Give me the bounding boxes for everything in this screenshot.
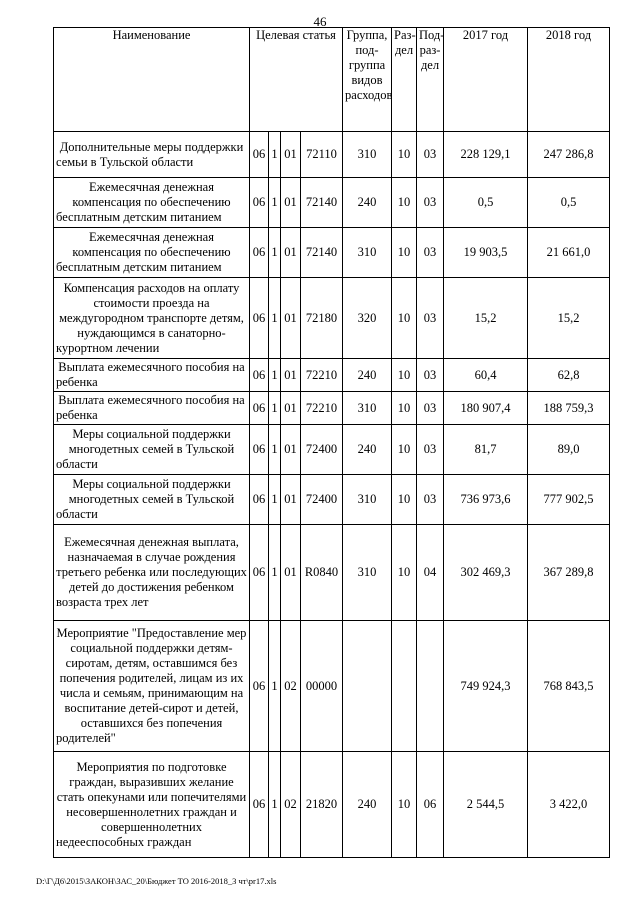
cell-c1: 06 (250, 621, 269, 752)
cell-c2: 1 (269, 475, 281, 525)
cell-name: Дополнительные меры поддержки семьи в Тульской области (54, 132, 250, 178)
cell-c4: 00000 (301, 621, 343, 752)
cell-group: 240 (343, 359, 392, 392)
cell-group: 240 (343, 425, 392, 475)
cell-group: 310 (343, 525, 392, 621)
table-row (54, 132, 610, 178)
cell-y2017: 60,4 (444, 359, 528, 392)
cell-c2: 1 (269, 178, 281, 228)
cell-y2018: 3 422,0 (528, 752, 610, 858)
cell-y2018: 768 843,5 (528, 621, 610, 752)
cell-subsection: 03 (417, 475, 444, 525)
cell-y2018: 21 661,0 (528, 228, 610, 278)
cell-name: Мероприятия по подготовке граждан, выразивших желание стать опекунами или попечителями несовершеннолетних граждан и совершеннолетних недееспособных граждан (54, 752, 250, 858)
cell-subsection: 03 (417, 425, 444, 475)
cell-c3: 01 (281, 178, 301, 228)
cell-c4: 72140 (301, 228, 343, 278)
cell-c2: 1 (269, 278, 281, 359)
cell-c3: 01 (281, 525, 301, 621)
cell-c4: R0840 (301, 525, 343, 621)
cell-c4: 72210 (301, 392, 343, 425)
cell-c3: 01 (281, 278, 301, 359)
header-subsection: Под- раз- дел (417, 28, 444, 132)
cell-c3: 01 (281, 359, 301, 392)
cell-y2017: 0,5 (444, 178, 528, 228)
cell-y2018: 188 759,3 (528, 392, 610, 425)
cell-section: 10 (392, 228, 417, 278)
cell-c1: 06 (250, 525, 269, 621)
cell-c4: 72210 (301, 359, 343, 392)
cell-c1: 06 (250, 392, 269, 425)
cell-group: 240 (343, 178, 392, 228)
cell-subsection: 03 (417, 178, 444, 228)
cell-name: Выплата ежемесячного пособия на ребенка (54, 392, 250, 425)
header-section: Раз- дел (392, 28, 417, 132)
cell-c1: 06 (250, 132, 269, 178)
cell-name: Мероприятие "Предоставление мер социальной поддержки детям-сиротам, детям, оставшимся без попечения родителей, лицам из их числа и семьям, принимающим на воспитание детей-сирот и детей, оставшихся без попечения родителей" (54, 621, 250, 752)
cell-name: Ежемесячная денежная компенсация по обеспечению бесплатным детским питанием (54, 228, 250, 278)
cell-c2: 1 (269, 132, 281, 178)
header-group: Группа, под- группа видов расходов (343, 28, 392, 132)
cell-c1: 06 (250, 425, 269, 475)
cell-c2: 1 (269, 621, 281, 752)
cell-c1: 06 (250, 359, 269, 392)
cell-c1: 06 (250, 752, 269, 858)
cell-c4: 72400 (301, 425, 343, 475)
table-row (54, 392, 610, 425)
cell-y2018: 89,0 (528, 425, 610, 475)
cell-c4: 72140 (301, 178, 343, 228)
table-row (54, 752, 610, 858)
cell-y2018: 247 286,8 (528, 132, 610, 178)
cell-c1: 06 (250, 178, 269, 228)
cell-y2018: 367 289,8 (528, 525, 610, 621)
budget-table (53, 27, 610, 858)
cell-c3: 01 (281, 475, 301, 525)
header-2018: 2018 год (528, 28, 610, 132)
cell-c3: 02 (281, 621, 301, 752)
file-path-footer: D:\Г\Д6\2015\ЗАКОН\ЗАС_20\Бюджет ТО 2016-2018_3 чт\pr17.xls (36, 876, 277, 886)
cell-group: 310 (343, 392, 392, 425)
cell-y2017: 302 469,3 (444, 525, 528, 621)
cell-c3: 02 (281, 752, 301, 858)
cell-c4: 72110 (301, 132, 343, 178)
cell-y2017: 749 924,3 (444, 621, 528, 752)
cell-name: Ежемесячная денежная компенсация по обеспечению бесплатным детским питанием (54, 178, 250, 228)
cell-y2017: 736 973,6 (444, 475, 528, 525)
table-row (54, 525, 610, 621)
cell-name: Выплата ежемесячного пособия на ребенка (54, 359, 250, 392)
cell-y2018: 0,5 (528, 178, 610, 228)
table-row (54, 178, 610, 228)
cell-c4: 72180 (301, 278, 343, 359)
cell-section (392, 621, 417, 752)
header-2017: 2017 год (444, 28, 528, 132)
cell-y2018: 777 902,5 (528, 475, 610, 525)
table-header-row (54, 28, 610, 132)
cell-y2017: 2 544,5 (444, 752, 528, 858)
cell-c3: 01 (281, 228, 301, 278)
cell-y2017: 15,2 (444, 278, 528, 359)
cell-c4: 21820 (301, 752, 343, 858)
cell-c1: 06 (250, 278, 269, 359)
cell-c3: 01 (281, 132, 301, 178)
cell-group: 320 (343, 278, 392, 359)
table-row (54, 475, 610, 525)
table-row (54, 228, 610, 278)
cell-y2018: 15,2 (528, 278, 610, 359)
cell-subsection: 03 (417, 392, 444, 425)
cell-c2: 1 (269, 425, 281, 475)
cell-name: Меры социальной поддержки многодетных семей в Тульской области (54, 475, 250, 525)
table-row (54, 359, 610, 392)
cell-y2017: 19 903,5 (444, 228, 528, 278)
cell-c2: 1 (269, 359, 281, 392)
cell-section: 10 (392, 359, 417, 392)
header-target: Целевая статья (250, 28, 343, 132)
cell-section: 10 (392, 475, 417, 525)
cell-group (343, 621, 392, 752)
cell-c3: 01 (281, 425, 301, 475)
cell-section: 10 (392, 525, 417, 621)
cell-section: 10 (392, 425, 417, 475)
cell-c4: 72400 (301, 475, 343, 525)
cell-section: 10 (392, 178, 417, 228)
cell-group: 310 (343, 132, 392, 178)
cell-subsection: 03 (417, 228, 444, 278)
cell-section: 10 (392, 392, 417, 425)
cell-name: Компенсация расходов на оплату стоимости проезда на междугородном транспорте детям, нуждающимся в санаторно-курортном лечении (54, 278, 250, 359)
cell-subsection: 03 (417, 132, 444, 178)
cell-c3: 01 (281, 392, 301, 425)
cell-subsection: 03 (417, 278, 444, 359)
cell-section: 10 (392, 752, 417, 858)
cell-c1: 06 (250, 475, 269, 525)
cell-y2017: 180 907,4 (444, 392, 528, 425)
cell-y2017: 81,7 (444, 425, 528, 475)
cell-section: 10 (392, 278, 417, 359)
cell-subsection: 06 (417, 752, 444, 858)
cell-group: 310 (343, 475, 392, 525)
cell-c2: 1 (269, 392, 281, 425)
cell-name: Ежемесячная денежная выплата, назначаемая в случае рождения третьего ребенка или последующих детей до достижения ребенком возраста трех лет (54, 525, 250, 621)
table-row (54, 278, 610, 359)
cell-c1: 06 (250, 228, 269, 278)
cell-subsection (417, 621, 444, 752)
table-row (54, 621, 610, 752)
cell-group: 240 (343, 752, 392, 858)
cell-subsection: 04 (417, 525, 444, 621)
cell-y2017: 228 129,1 (444, 132, 528, 178)
cell-section: 10 (392, 132, 417, 178)
cell-c2: 1 (269, 228, 281, 278)
page-number: 46 (313, 14, 327, 29)
cell-name: Меры социальной поддержки многодетных семей в Тульской области (54, 425, 250, 475)
table-row (54, 425, 610, 475)
header-name: Наименование (54, 28, 250, 132)
cell-group: 310 (343, 228, 392, 278)
cell-c2: 1 (269, 752, 281, 858)
cell-y2018: 62,8 (528, 359, 610, 392)
cell-c2: 1 (269, 525, 281, 621)
cell-subsection: 03 (417, 359, 444, 392)
